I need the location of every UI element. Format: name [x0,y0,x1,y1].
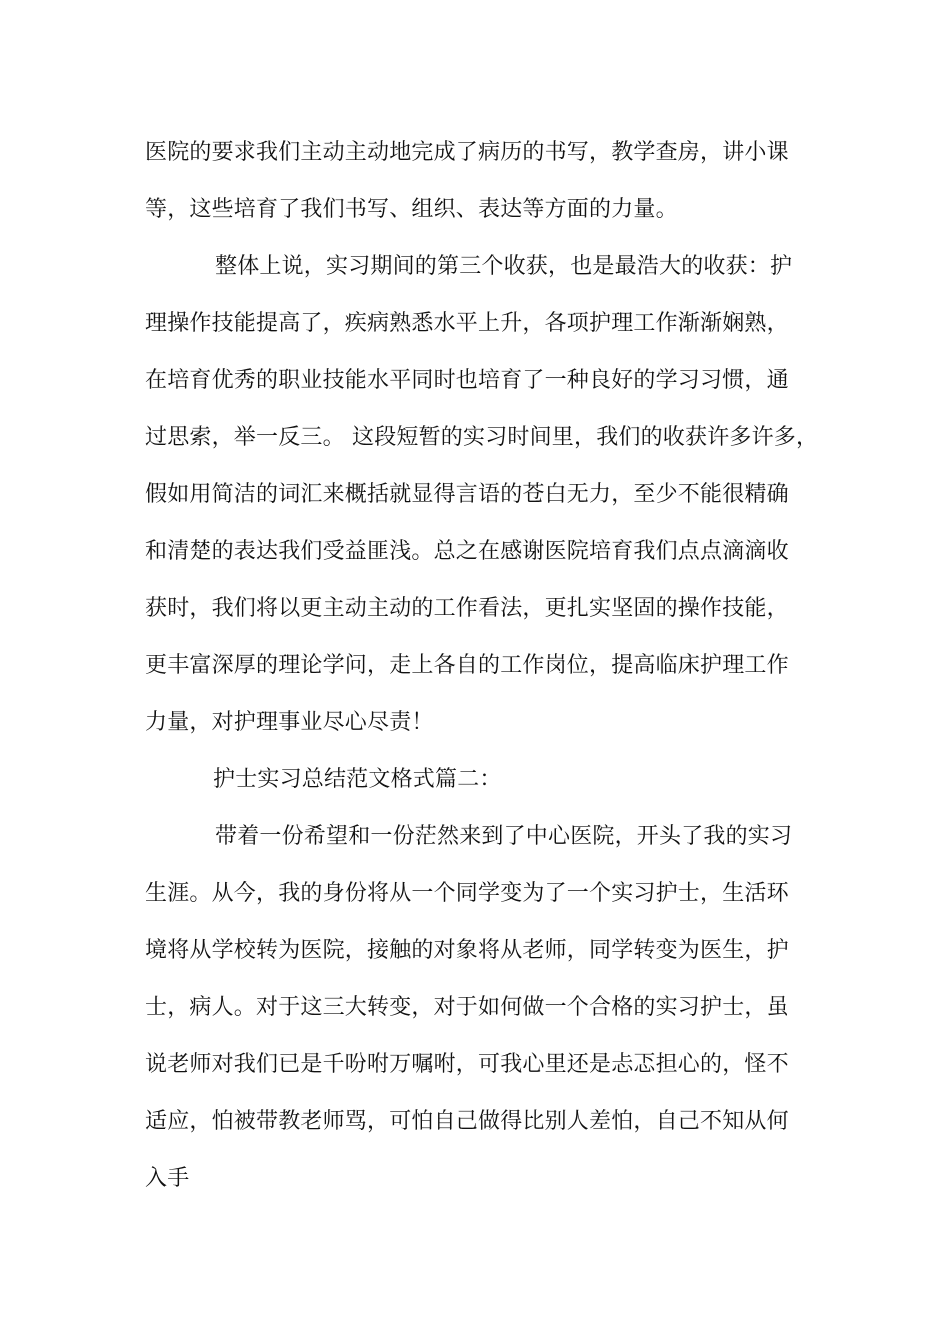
paragraph-line: 等，这些培育了我们书写、组织、表达等方面的力量。 [145,197,678,222]
paragraph-line: 理操作技能提高了，疾病熟悉水平上升，各项护理工作渐渐娴熟， [145,311,789,336]
paragraph-line: 带着一份希望和一份茫然来到了中心医院，开头了我的实习 [215,824,793,849]
paragraph-line: 整体上说，实习期间的第三个收获，也是最浩大的收获：护 [215,254,793,279]
paragraph-line: 说老师对我们已是千吩咐万嘱咐，可我心里还是忐忑担心的，怪不 [145,1052,789,1077]
paragraph-line: 入手 [145,1166,190,1191]
paragraph-line: 获时，我们将以更主动主动的工作看法，更扎实坚固的操作技能， [145,596,789,621]
paragraph-line: 力量，对护理事业尽心尽责！ [145,710,434,735]
paragraph-line: 和清楚的表达我们受益匪浅。总之在感谢医院培育我们点点滴滴收 [145,539,789,564]
paragraph-line: 更丰富深厚的理论学问，走上各自的工作岗位，提高临床护理工作 [145,653,789,678]
paragraph-line: 适应，怕被带教老师骂，可怕自己做得比别人差怕，自己不知从何 [145,1109,789,1134]
paragraph-line: 境将从学校转为医院，接触的对象将从老师，同学转变为医生，护 [145,938,789,963]
paragraph-line: 过思索，举一反三。 这段短暂的实习时间里，我们的收获许多许多， [145,425,819,450]
paragraph-line: 医院的要求我们主动主动地完成了病历的书写，教学查房，讲小课 [145,140,789,165]
section-heading: 护士实习总结范文格式篇二： [213,767,502,792]
paragraph-line: 假如用简洁的词汇来概括就显得言语的苍白无力，至少不能很精确 [145,482,789,507]
paragraph-line: 士，病人。对于这三大转变，对于如何做一个合格的实习护士，虽 [145,995,789,1020]
paragraph-line: 生涯。从今，我的身份将从一个同学变为了一个实习护士，生活环 [145,881,789,906]
paragraph-line: 在培育优秀的职业技能水平同时也培育了一种良好的学习习惯，通 [145,368,789,393]
